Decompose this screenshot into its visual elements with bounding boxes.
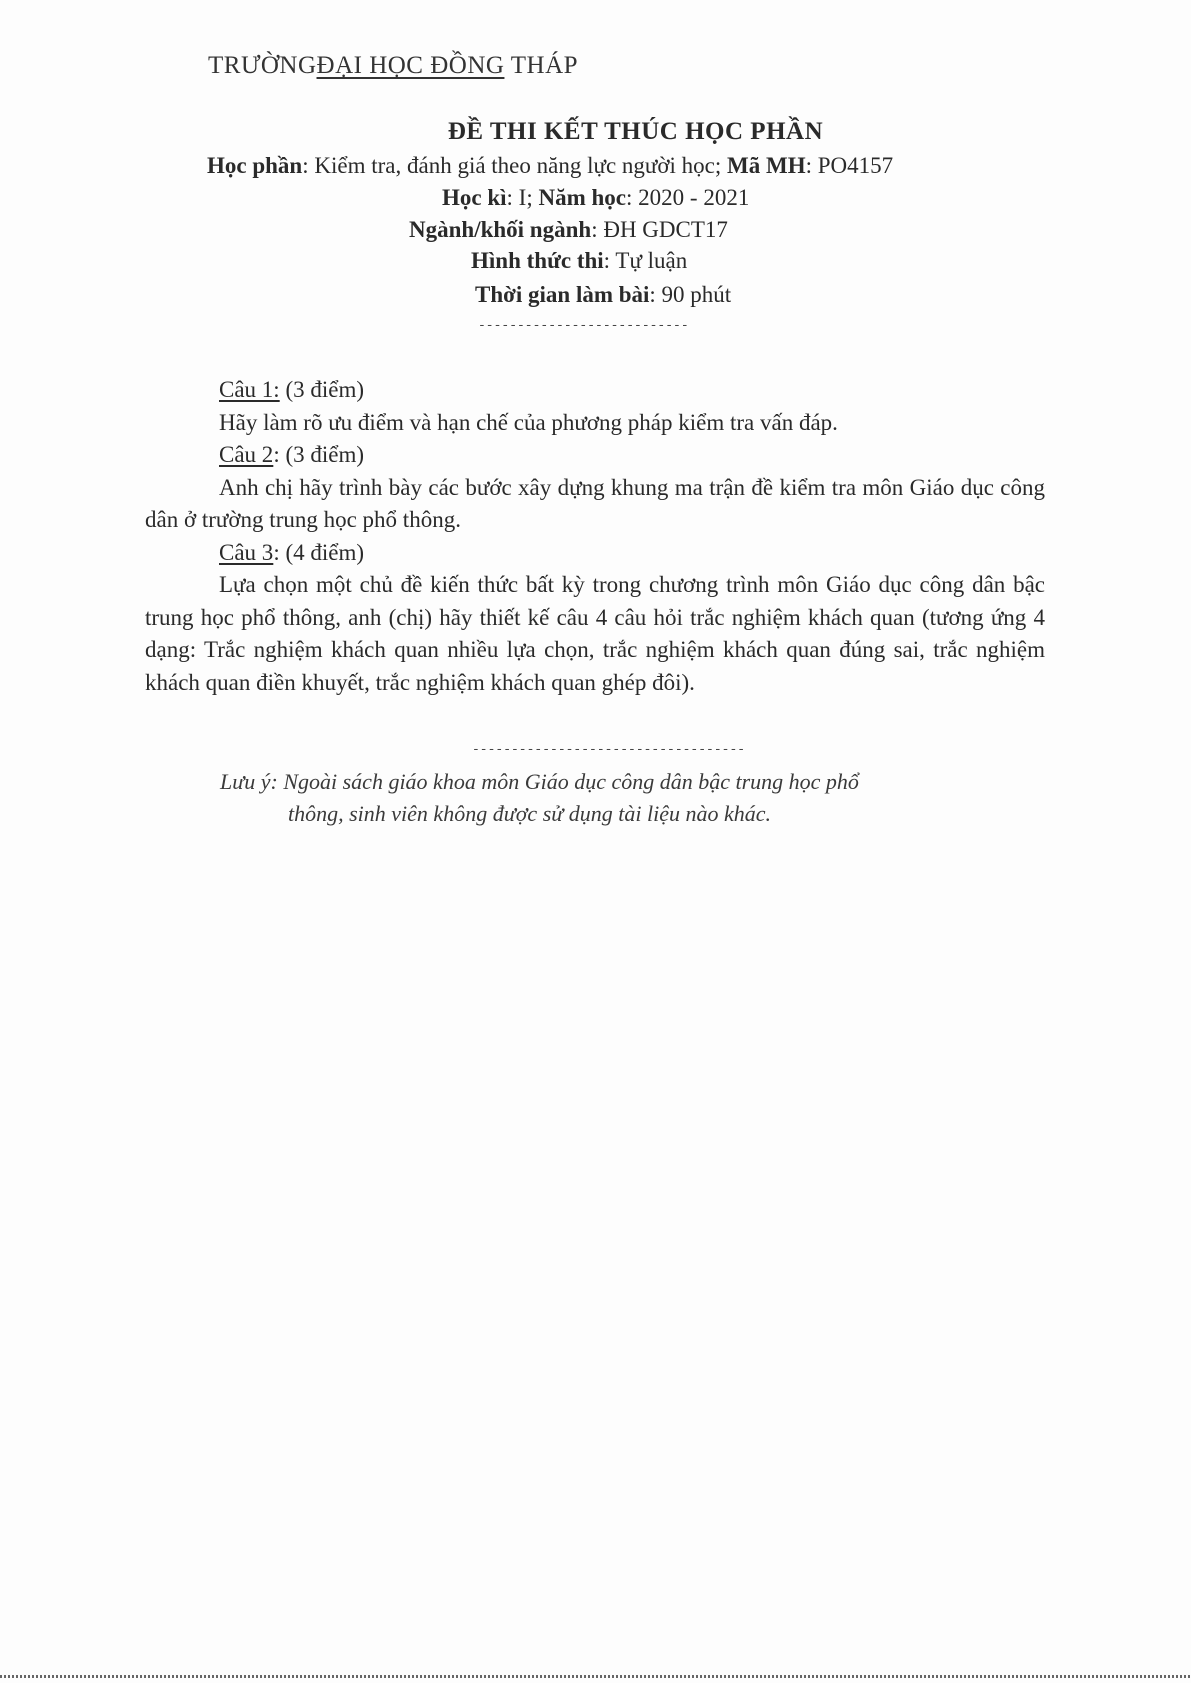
semester-label: Học kì	[442, 185, 507, 210]
question-3-heading	[145, 537, 1045, 570]
major-line	[409, 217, 728, 243]
note-block	[220, 766, 1040, 830]
question-3-points: : (4 điểm)	[273, 539, 365, 565]
question-1-text: Hãy làm rõ ưu điểm và hạn chế của phương pháp kiểm tra vấn đáp.	[219, 409, 838, 435]
question-1-points: (3 điểm)	[279, 377, 365, 402]
school-suffix: THÁP	[510, 52, 579, 79]
scan-edge-dots	[0, 1675, 1191, 1678]
semester-line	[442, 185, 749, 211]
footer-divider: -----------------------------------	[472, 742, 746, 757]
question-3-label: Câu 3	[219, 539, 274, 565]
note-line-1: Lưu ý: Ngoài sách giáo khoa môn Giáo dục công dân bậc trung học phổ	[220, 769, 859, 794]
form-line	[471, 248, 687, 274]
code-value: : PO4157	[805, 153, 894, 178]
form-value: : Tự luận	[603, 248, 688, 273]
school-prefix: TRƯỜNG	[208, 52, 317, 79]
semester-value: : I;	[506, 185, 533, 210]
time-label: Thời gian làm bài	[475, 282, 650, 307]
time-value: : 90 phút	[649, 282, 732, 307]
school-underlined: ĐẠI HỌC ĐỒNG	[316, 52, 505, 79]
question-2-text: Anh chị hãy trình bày các bước xây dựng khung ma trận đề kiểm tra môn Giáo dục công dân ở trường trung học phổ thông.	[145, 474, 1045, 532]
course-label: Học phần	[207, 153, 303, 178]
form-label: Hình thức thi	[471, 248, 604, 273]
major-value: : ĐH GDCT17	[591, 217, 728, 242]
question-1-heading	[145, 374, 1045, 407]
exam-title: ĐỀ THI KẾT THÚC HỌC PHẦN	[447, 118, 824, 145]
code-label: Mã MH	[727, 153, 806, 178]
header-divider: ---------------------------	[478, 318, 689, 333]
question-2-label: Câu 2	[219, 442, 274, 467]
course-value: : Kiểm tra, đánh giá theo năng lực người học;	[302, 153, 722, 178]
year-value: : 2020 - 2021	[626, 185, 750, 210]
question-3-text: Lựa chọn một chủ đề kiến thức bất kỳ trong chương trình môn Giáo dục công dân bậc trung học phổ thông, anh (chị) hãy thiết kế câu 4 câu hỏi trắc nghiệm khách quan (tương ứng 4 dạng: Trắc nghiệm khách quan nhiều lựa chọn, trắc nghiệm khách quan đúng sai, trắc nghiệm khách quan điền khuyết, trắc nghiệm khách quan ghép đôi).	[145, 572, 1045, 695]
time-line	[475, 282, 731, 308]
course-line	[207, 153, 893, 179]
question-2-points: : (3 điểm)	[273, 442, 365, 467]
school-name	[208, 52, 578, 80]
note-line-2: thông, sinh viên không được sử dụng tài liệu nào khác.	[288, 801, 772, 826]
question-1-label: Câu 1:	[219, 377, 280, 402]
year-label: Năm học	[538, 185, 627, 210]
major-label: Ngành/khối ngành	[409, 217, 592, 242]
question-2-heading	[145, 439, 1045, 472]
question-list	[145, 374, 1045, 699]
